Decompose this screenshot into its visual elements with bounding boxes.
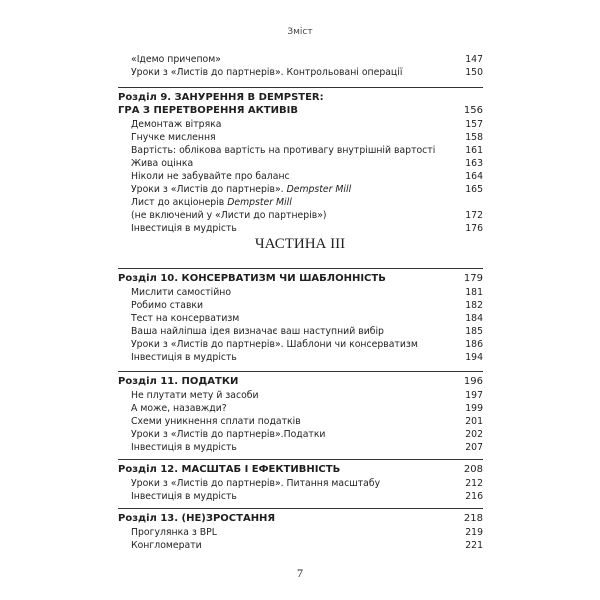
toc-entry <box>118 313 483 325</box>
chapter-heading <box>118 273 483 285</box>
chapter-heading <box>118 376 483 388</box>
toc-entry-title: Інвестиція в мудрість <box>131 352 237 363</box>
toc-entry-page: 176 <box>465 223 483 234</box>
toc-entry-page: 147 <box>465 54 483 65</box>
toc-entry-title: Робимо ставки <box>131 300 204 311</box>
toc-entry-page: 207 <box>465 442 483 453</box>
chapter-title: Розділ 13. (НЕ)ЗРОСТАННЯ <box>118 513 276 524</box>
toc-entry-title: Мислити самостійно <box>131 287 232 298</box>
toc-entry-title: Прогулянка з BPL <box>131 527 217 538</box>
chapter-title: Розділ 11. ПОДАТКИ <box>118 376 239 387</box>
toc-entry-page: 181 <box>465 287 483 298</box>
toc-entry-title: Демонтаж вітряка <box>131 119 222 130</box>
toc-entry <box>118 429 483 441</box>
toc-entry-title: Ваша найліпша ідея визначає ваш наступний вибір <box>131 326 384 337</box>
toc-entry-title: А може, назавжди? <box>131 403 227 414</box>
toc-entry-title-text: Лист до акціонерів <box>131 197 228 208</box>
chapter-title: ГРА З ПЕРЕТВОРЕННЯ АКТИВІВ <box>118 105 298 116</box>
toc-entry-page: 186 <box>465 339 483 350</box>
toc-entry-page: 182 <box>465 300 483 311</box>
toc-entry <box>118 132 483 144</box>
toc-entry-title: Уроки з «Листів до партнерів».Податки <box>131 429 326 440</box>
toc-entry-page: 185 <box>465 326 483 337</box>
toc-entry-page: 150 <box>465 67 483 78</box>
chapter-page: 196 <box>463 376 483 387</box>
toc-entry <box>118 416 483 428</box>
toc-entry-title: Гнучке мислення <box>131 132 216 143</box>
toc-entry-page: 199 <box>465 403 483 414</box>
toc-entry <box>118 478 483 490</box>
toc-entry-title: Уроки з «Листів до партнерів». Шаблони чи консерватизм <box>131 339 418 350</box>
toc-entry-page: 202 <box>465 429 483 440</box>
toc-entry <box>118 352 483 364</box>
toc-entry <box>118 540 483 552</box>
toc-entry-title: Не плутати мету й засоби <box>131 390 259 401</box>
chapter-title: Розділ 9. ЗАНУРЕННЯ В DEMPSTER: <box>118 92 324 103</box>
chapter-page: 208 <box>463 464 483 475</box>
section-rule <box>118 508 483 509</box>
toc-entry-title: Уроки з «Листів до партнерів». Питання масштабу <box>131 478 381 489</box>
toc-entry-title: Конгломерати <box>131 540 202 551</box>
chapter-page: 218 <box>463 513 483 524</box>
running-header: Зміст <box>287 27 313 37</box>
toc-entry-title: Вартість: облікова вартість на противагу внутрішній вартості <box>131 145 436 156</box>
toc-entry <box>118 442 483 454</box>
toc-entry-page: 212 <box>465 478 483 489</box>
toc-entry <box>118 390 483 402</box>
toc-entry-page: 201 <box>465 416 483 427</box>
toc-entry-title: Уроки з «Листів до партнерів». Контрольовані операції <box>131 67 403 78</box>
chapter-heading <box>118 92 483 104</box>
chapter-heading <box>118 464 483 476</box>
toc-entry-page: 163 <box>465 158 483 169</box>
toc-entry-page: 216 <box>465 491 483 502</box>
toc-entry-page: 158 <box>465 132 483 143</box>
toc-entry-title: Інвестиція в мудрість <box>131 491 237 502</box>
toc-entry-title: Жива оцінка <box>131 158 194 169</box>
toc-entry <box>118 287 483 299</box>
toc-entry <box>118 403 483 415</box>
section-rule <box>118 268 483 269</box>
toc-entry-title-text: Уроки з «Листів до партнерів». <box>131 184 287 195</box>
toc-entry <box>118 326 483 338</box>
toc-entry-title: «Ідемо причепом» <box>131 54 221 65</box>
toc-entry-page: 219 <box>465 527 483 538</box>
toc-entry-title: Схеми уникнення сплати податків <box>131 416 301 427</box>
part-title: ЧАСТИНА ІІІ <box>254 236 346 252</box>
toc-entry <box>118 158 483 170</box>
toc-entry-title <box>131 184 351 196</box>
toc-entry-page: 164 <box>465 171 483 182</box>
toc-entry-title <box>131 197 292 209</box>
toc-entry-title: Інвестиція в мудрість <box>131 223 237 234</box>
chapter-page: 179 <box>463 273 483 284</box>
section-rule <box>118 371 483 372</box>
toc-entry <box>118 119 483 131</box>
toc-entry-page: 161 <box>465 145 483 156</box>
toc-entry-page: 221 <box>465 540 483 551</box>
toc-entry-title: Ніколи не забувайте про баланс <box>131 171 290 182</box>
toc-entry-title-italic: Dempster Mill <box>286 184 352 195</box>
toc-entry <box>118 300 483 312</box>
toc-entry <box>118 184 483 196</box>
chapter-title: Розділ 10. КОНСЕРВАТИЗМ ЧИ ШАБЛОННІСТЬ <box>118 273 386 284</box>
toc-entry-page: 194 <box>465 352 483 363</box>
toc-entry <box>118 491 483 503</box>
toc-entry <box>118 54 483 66</box>
toc-entry-page: 184 <box>465 313 483 324</box>
toc-entry-page: 157 <box>465 119 483 130</box>
toc-entry <box>118 197 483 209</box>
toc-entry-page: 172 <box>465 210 483 221</box>
toc-entry <box>118 527 483 539</box>
toc-entry-title: (не включений у «Листи до партнерів») <box>131 210 327 221</box>
section-rule <box>118 87 483 88</box>
toc-entry <box>118 223 483 235</box>
toc-entry-title: Тест на консерватизм <box>131 313 240 324</box>
toc-entry <box>118 145 483 157</box>
chapter-heading <box>118 513 483 525</box>
chapter-page: 156 <box>463 105 483 116</box>
page-number: 7 <box>297 566 303 580</box>
toc-entry <box>118 339 483 351</box>
chapter-heading <box>118 105 483 117</box>
section-rule <box>118 459 483 460</box>
toc-entry-title-italic: Dempster Mill <box>227 197 292 208</box>
toc-entry <box>118 171 483 183</box>
chapter-title: Розділ 12. МАСШТАБ І ЕФЕКТИВНІСТЬ <box>118 464 341 475</box>
toc-entry-page: 197 <box>465 390 483 401</box>
toc-entry-page: 165 <box>465 184 483 195</box>
toc-entry <box>118 67 483 79</box>
toc-entry-title: Інвестиція в мудрість <box>131 442 237 453</box>
toc-entry <box>118 210 483 222</box>
